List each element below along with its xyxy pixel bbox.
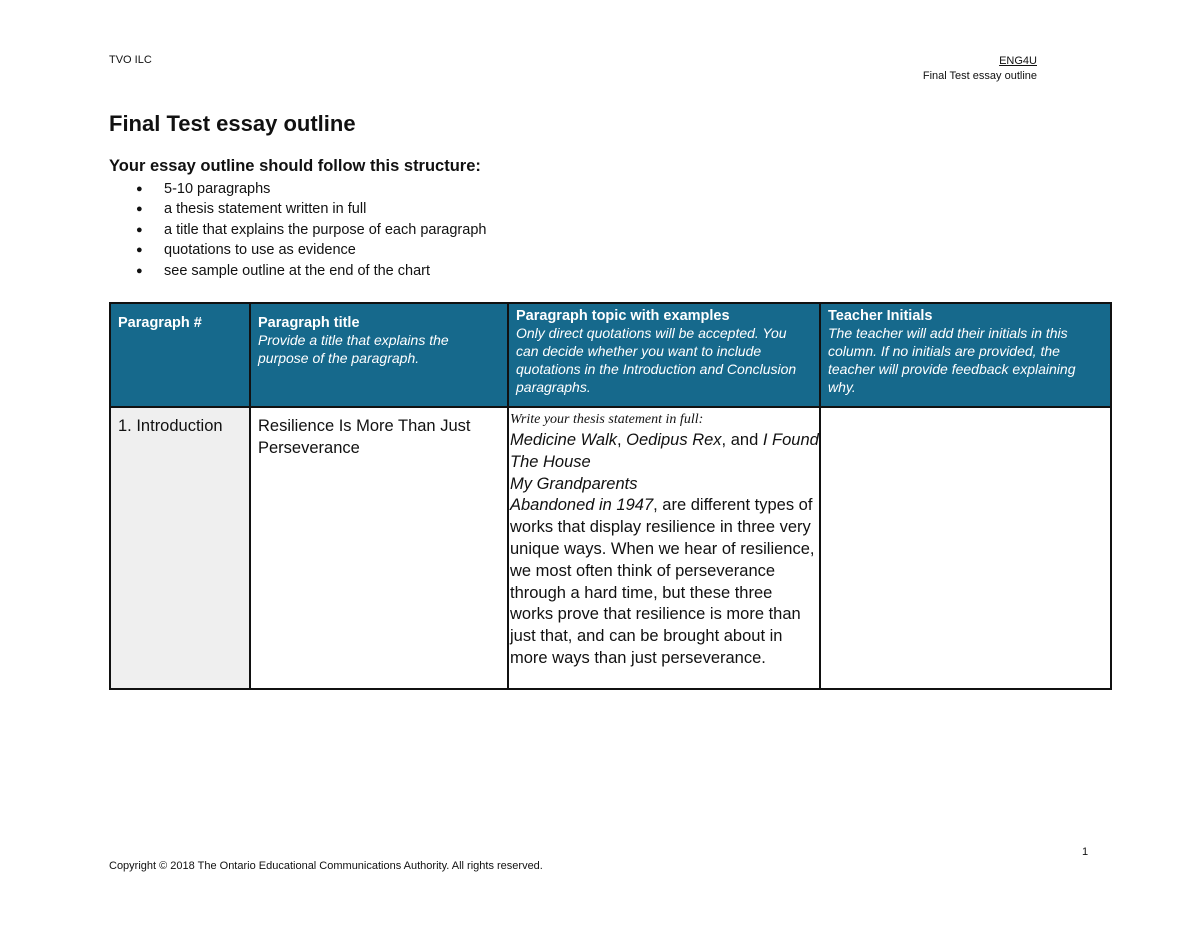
col-header-teacher-initials: Teacher Initials The teacher will add their initials in this column. If no initials are provided, the teacher will provide feedback explaining why. xyxy=(820,303,1111,407)
teacher-initials-cell[interactable] xyxy=(820,407,1111,689)
course-code: ENG4U xyxy=(999,55,1037,67)
structure-list xyxy=(136,179,486,281)
header-right xyxy=(923,54,1037,84)
col-header-paragraph-number: Paragraph # xyxy=(110,303,250,407)
table-row xyxy=(110,407,1111,689)
paragraph-title-cell[interactable]: Resilience Is More Than Just Perseverance xyxy=(250,407,508,689)
bullet-icon: ● xyxy=(136,223,143,236)
list-item: ● a thesis statement written in full xyxy=(136,199,486,219)
work-title: Medicine Walk xyxy=(510,431,617,449)
bullet-icon: ● xyxy=(136,203,143,216)
list-item: ● see sample outline at the end of the chart xyxy=(136,261,486,281)
copyright-notice: Copyright © 2018 The Ontario Educational Communications Authority. All rights reserved. xyxy=(109,860,543,872)
paragraph-topic-cell[interactable] xyxy=(508,407,820,689)
list-item: ● a title that explains the purpose of each paragraph xyxy=(136,220,486,240)
header-org: TVO ILC xyxy=(109,54,152,66)
separator: , and xyxy=(721,431,763,449)
list-item: ● 5-10 paragraphs xyxy=(136,179,486,199)
bullet-icon: ● xyxy=(136,264,143,277)
list-item: ● quotations to use as evidence xyxy=(136,240,486,260)
bullet-icon: ● xyxy=(136,183,143,195)
separator: , xyxy=(616,431,627,449)
work-title-cont: Abandoned in 1947 xyxy=(510,496,654,515)
page-number: 1 xyxy=(1082,846,1089,858)
work-title: I Found The House xyxy=(510,431,819,471)
paragraph-number-cell: 1. Introduction xyxy=(110,407,250,689)
structure-heading: Your essay outline should follow this structure: xyxy=(109,157,481,175)
page-title: Final Test essay outline xyxy=(109,111,356,136)
outline-table xyxy=(109,302,1112,690)
thesis-text: , are different types of works that display resilience in three very unique ways. When we hear of resilience, we most often think of perseverance through a hard time, but these three works prove that resilience is more than just that, and can be brought about in more ways than just perseverance. xyxy=(510,496,815,667)
bullet-icon: ● xyxy=(136,244,143,257)
work-title: Oedipus Rex xyxy=(626,431,722,449)
table-header-row xyxy=(110,303,1111,407)
col-header-paragraph-topic: Paragraph topic with examples Only direct quotations will be accepted. You can decide whether you want to include quotations in the Introduction and Conclusion paragraphs. xyxy=(508,303,820,407)
col-header-paragraph-title: Paragraph title Provide a title that explains the purpose of the paragraph. xyxy=(250,303,508,407)
thesis-label: Write your thesis statement in full: xyxy=(510,412,704,427)
doc-name: Final Test essay outline xyxy=(922,70,1037,82)
work-title-cont: My Grandparents xyxy=(510,474,638,493)
